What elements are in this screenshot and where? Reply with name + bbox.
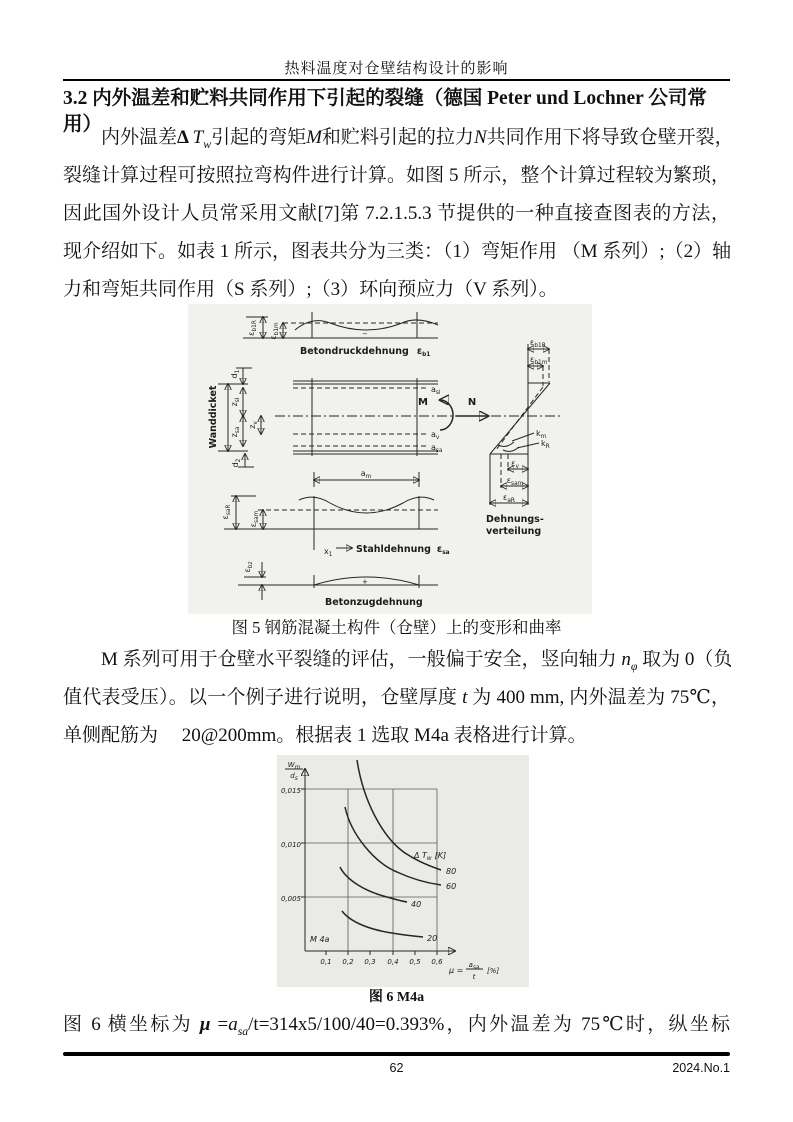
- fig6-series-name: M 4a: [310, 935, 330, 944]
- paragraph-line: 内外温差Δ $T_w$引起的弯矩M和贮料引起的拉力N共同作用下将导致仓壁开裂，: [101, 127, 734, 151]
- fig5-label-d1: $d_1$: [230, 369, 241, 379]
- fig6-xtick-04: 0,4: [387, 958, 399, 966]
- fig6-label-40: 40: [411, 900, 422, 909]
- fig5-concrete-compression-curve: [243, 312, 438, 358]
- fig5-wall-section: [275, 378, 560, 456]
- fig5-label-betondruckdehnung: Betondruckdehnung $\varepsilon_{b1}$: [300, 346, 431, 358]
- fig5-plus-sign: +: [362, 578, 368, 586]
- paragraph-line: 因此国外设计人员常采用文献[7]第 7.2.1.5.3 节提供的一种直接查图表的方法，: [63, 203, 730, 224]
- fig5-label-z-v: $z_v$: [248, 421, 259, 429]
- fig6-ylabel-numerator: $W_m$: [287, 761, 301, 771]
- fig5-label-a-m: $a_m$: [360, 469, 372, 480]
- paragraph-1: [63, 119, 734, 309]
- fig6-xtick-06: 0,6: [431, 958, 443, 966]
- fig5-loads: [418, 397, 488, 430]
- fig6-ytick-0015: 0,015: [280, 787, 301, 795]
- fig6-curves: [340, 760, 441, 937]
- figure-6-caption: 图 6 M4a: [368, 990, 425, 1005]
- fig6-grid: [305, 789, 437, 951]
- fig6-curve-20: [342, 911, 423, 937]
- fig6-xlabel-denominator: t: [472, 973, 476, 981]
- fig6-xlabel-numerator: $a_{sa}$: [468, 961, 480, 971]
- fig5-label-eps-bz: $\varepsilon_{bz}$: [243, 561, 254, 573]
- fig6-label-20: 20: [427, 934, 438, 943]
- paragraph-3-line: 图 6 横坐标为 $\mu =a_{sa}/t=314x5/100/40=0.393\%$，内外温差为 75℃时，纵坐标: [63, 1014, 730, 1038]
- fig5-label-z-si: $z_{si}$: [230, 397, 241, 407]
- paragraph-line: 单侧配筋为 20@200mm。根据表 1 选取 M4a 表格进行计算。: [63, 725, 587, 746]
- paragraph-line: 值代表受压）。以一个例子进行说明，仓壁厚度 t 为 400 mm, 内外温差为 75℃，: [63, 687, 730, 708]
- fig6-ytick-0010: 0,010: [280, 841, 301, 849]
- fig5-label-eps-aR: $\varepsilon_{aR}$: [503, 493, 515, 504]
- running-title: 热料温度对仓壁结构设计的影响: [284, 61, 509, 77]
- footer-rule: [63, 1052, 730, 1056]
- figure-5-strain-diagram: [188, 304, 592, 614]
- issue-label: 2024.No.1: [672, 1061, 730, 1075]
- fig6-xtick-02: 0,2: [342, 958, 354, 966]
- section-heading: 3.2 内外温差和贮料共同作用下引起的裂缝（德国 Peter und Lochner 公司常用）: [63, 88, 707, 135]
- figure-5-caption: 图 5 钢筋混凝土构件（仓壁）上的变形和曲率: [231, 618, 562, 637]
- paragraph-line: M 系列可用于仓壁水平裂缝的评估，一般偏于安全，竖向轴力 $n_\varphi$ 取为 0（负: [101, 649, 733, 673]
- fig5-label-a-si: $a_{si}$: [431, 385, 441, 396]
- fig5-label-betonzugdehnung: Betonzugdehnung: [325, 597, 423, 608]
- fig6-xtick-01: 0,1: [320, 958, 332, 966]
- fig6-xtick-03: 0,3: [364, 958, 376, 966]
- fig5-strain-distribution: [486, 338, 550, 537]
- fig6-y-tick-labels: [281, 787, 302, 903]
- fig5-wall-dimensions: [208, 368, 261, 467]
- paragraph-line: 力和弯矩共同作用（S 系列）;（3）环向预应力（V 系列）。: [63, 279, 558, 300]
- fig6-curve-80: [357, 760, 441, 870]
- moment-arrow-M: [440, 400, 453, 430]
- fig5-label-eps-b1R-left: $\varepsilon_{b1R}$: [247, 320, 258, 336]
- fig6-xlabel-unit: [%]: [487, 967, 500, 975]
- fig5-steel-strain-curve: [221, 469, 450, 558]
- fig5-label-eps-saR: $\varepsilon_{saR}$: [221, 504, 232, 520]
- fig5-label-a-v: $a_v$: [431, 430, 440, 441]
- fig6-label-80: 80: [446, 867, 457, 876]
- fig5-label-z-sa: $z_{sa}$: [230, 426, 241, 438]
- fig5-label-verteilung: verteilung: [486, 526, 542, 537]
- paragraph-2: [63, 641, 733, 755]
- fig6-ytick-0005: 0,005: [280, 895, 301, 903]
- fig6-label-60: 60: [446, 882, 457, 891]
- fig5-label-M: M: [418, 397, 428, 408]
- fig6-y-axis-label: [285, 761, 303, 782]
- fig5-label-a-sa: $a_{sa}$: [431, 443, 443, 454]
- header-rule: [63, 79, 730, 81]
- fig6-x-tick-labels: [320, 958, 443, 966]
- fig5-label-wanddicke: Wanddicket: [208, 385, 219, 449]
- fig5-label-eps-sam-left: $\varepsilon_{sam}$: [249, 510, 260, 528]
- paragraph-line: 裂缝计算过程可按照拉弯构件进行计算。如图 5 所示，整个计算过程较为繁琐，: [63, 165, 730, 186]
- fig5-label-x1: $x_1$: [324, 547, 333, 558]
- fig6-xlabel-mu: μ =: [449, 966, 464, 975]
- fig5-label-eps-b1m-left: $\varepsilon_{b1m}$: [269, 322, 280, 340]
- fig6-xtick-05: 0,5: [409, 958, 421, 966]
- fig5-label-eps-sam-right: $\varepsilon_{sam}$: [506, 476, 524, 487]
- fig6-legend: Δ $T_w$ [K]: [414, 851, 447, 862]
- fig5-label-k-m: $k_m$: [536, 429, 547, 440]
- fig5-label-d2: $d_2$: [231, 458, 242, 468]
- fig5-label-k-R: $k_R$: [541, 439, 550, 450]
- fig5-label-eps-v: $\varepsilon_v$: [511, 459, 519, 470]
- fig5-concrete-tension-curve: [238, 561, 438, 608]
- fig5-label-stahldehnung: Stahldehnung $\varepsilon_{sa}$: [356, 544, 450, 556]
- paragraph-line: 现介绍如下。如表 1 所示，图表共分为三类：（1）弯矩作用 （M 系列）;（2）轴: [63, 241, 732, 262]
- fig5-label-dehnungs: Dehnungs-: [486, 514, 544, 525]
- fig5-minus-sign: −: [362, 330, 368, 338]
- page-number: 62: [389, 1061, 404, 1075]
- fig6-axes: [301, 769, 455, 955]
- fig5-label-eps-b1R-right: $\varepsilon_{b1R}$: [530, 338, 546, 349]
- fig5-label-N: N: [467, 397, 477, 408]
- fig6-x-axis-label: [448, 961, 499, 981]
- fig5-label-eps-b1m-right: $\varepsilon_{b1m}$: [530, 355, 548, 366]
- fig6-ylabel-denominator: $d_s$: [290, 772, 298, 782]
- figure-6-m4a-chart: [277, 755, 529, 987]
